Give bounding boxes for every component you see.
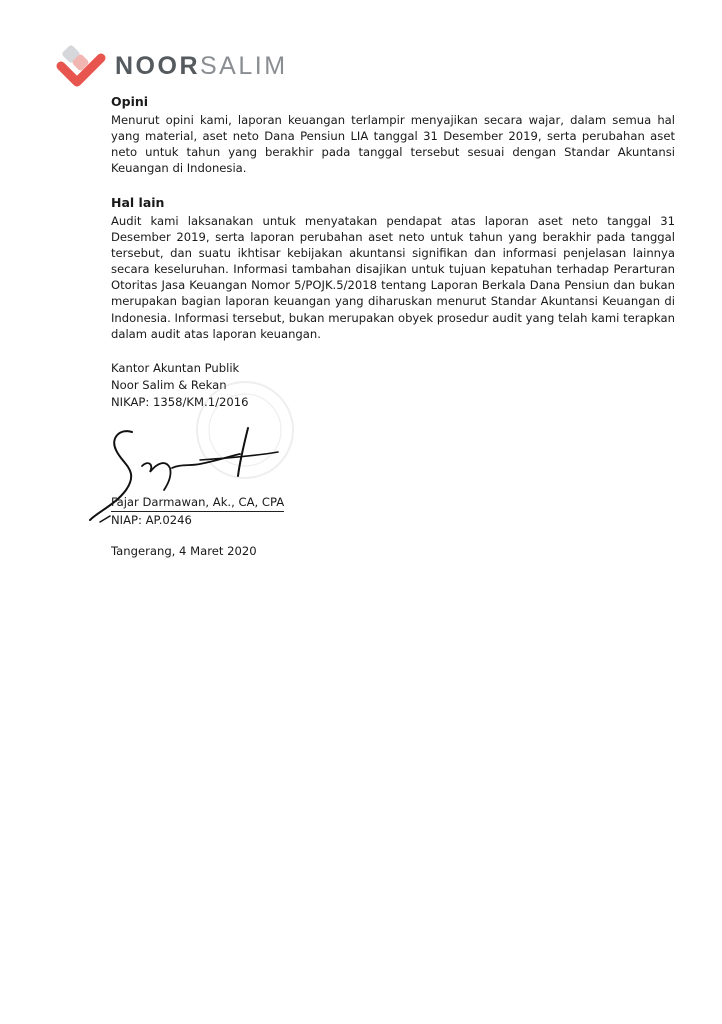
firm-license: NIKAP: 1358/KM.1/2016 bbox=[111, 395, 249, 409]
section-heading-opini: Opini bbox=[111, 94, 149, 109]
paragraph-hal-lain: Audit kami laksanakan untuk menyatakan pendapat atas laporan aset neto tanggal 31 Desember 2019, serta laporan perubahan aset neto untuk tahun yang berakhir pada tanggal tersebut, dan suatu ikhtisar kebijakan akuntansi signifikan dan informasi penjelasan lainnya secara keseluruhan. Informasi tambahan disajikan untuk tujuan kepatuhan terhadap Perarturan Otoritas Jasa Keuangan Nomor 5/POJK.5/2018 tentang Laporan Berkala Dana Pensiun dan bukan merupakan bagian laporan keuangan yang diharuskan menurut Standar Akuntansi Keuangan di Indonesia. Informasi tersebut, bukan merupakan obyek prosedur audit yang telah kami terapkan dalam audit atas laporan keuangan. bbox=[111, 214, 675, 341]
company-logo-text bbox=[115, 51, 288, 80]
paragraph-opini: Menurut opini kami, laporan keuangan terlampir menyajikan secara wajar, dalam semua hal yang material, aset neto Dana Pensiun LIA tanggal 31 Desember 2019, serta perubahan aset neto untuk tahun yang berakhir pada tanggal tersebut sesuai dengan Standar Akuntansi Keuangan di Indonesia. bbox=[111, 113, 675, 176]
logo-name-part1: NOOR bbox=[115, 51, 200, 80]
firm-type: Kantor Akuntan Publik bbox=[111, 361, 240, 375]
section-opini bbox=[111, 94, 675, 176]
company-logo bbox=[55, 42, 288, 90]
signer-name: Fajar Darmawan, Ak., CA, CPA bbox=[111, 494, 284, 512]
firm-name: Noor Salim & Rekan bbox=[111, 378, 227, 392]
logo-name-part2: SALIM bbox=[200, 51, 288, 80]
section-hal-lain bbox=[111, 195, 675, 342]
noorsalim-logo-icon bbox=[55, 42, 107, 90]
signer-niap: NIAP: AP.0246 bbox=[111, 513, 192, 527]
place-and-date: Tangerang, 4 Maret 2020 bbox=[111, 544, 257, 558]
signer-block bbox=[111, 494, 284, 529]
section-heading-hal-lain: Hal lain bbox=[111, 195, 165, 210]
